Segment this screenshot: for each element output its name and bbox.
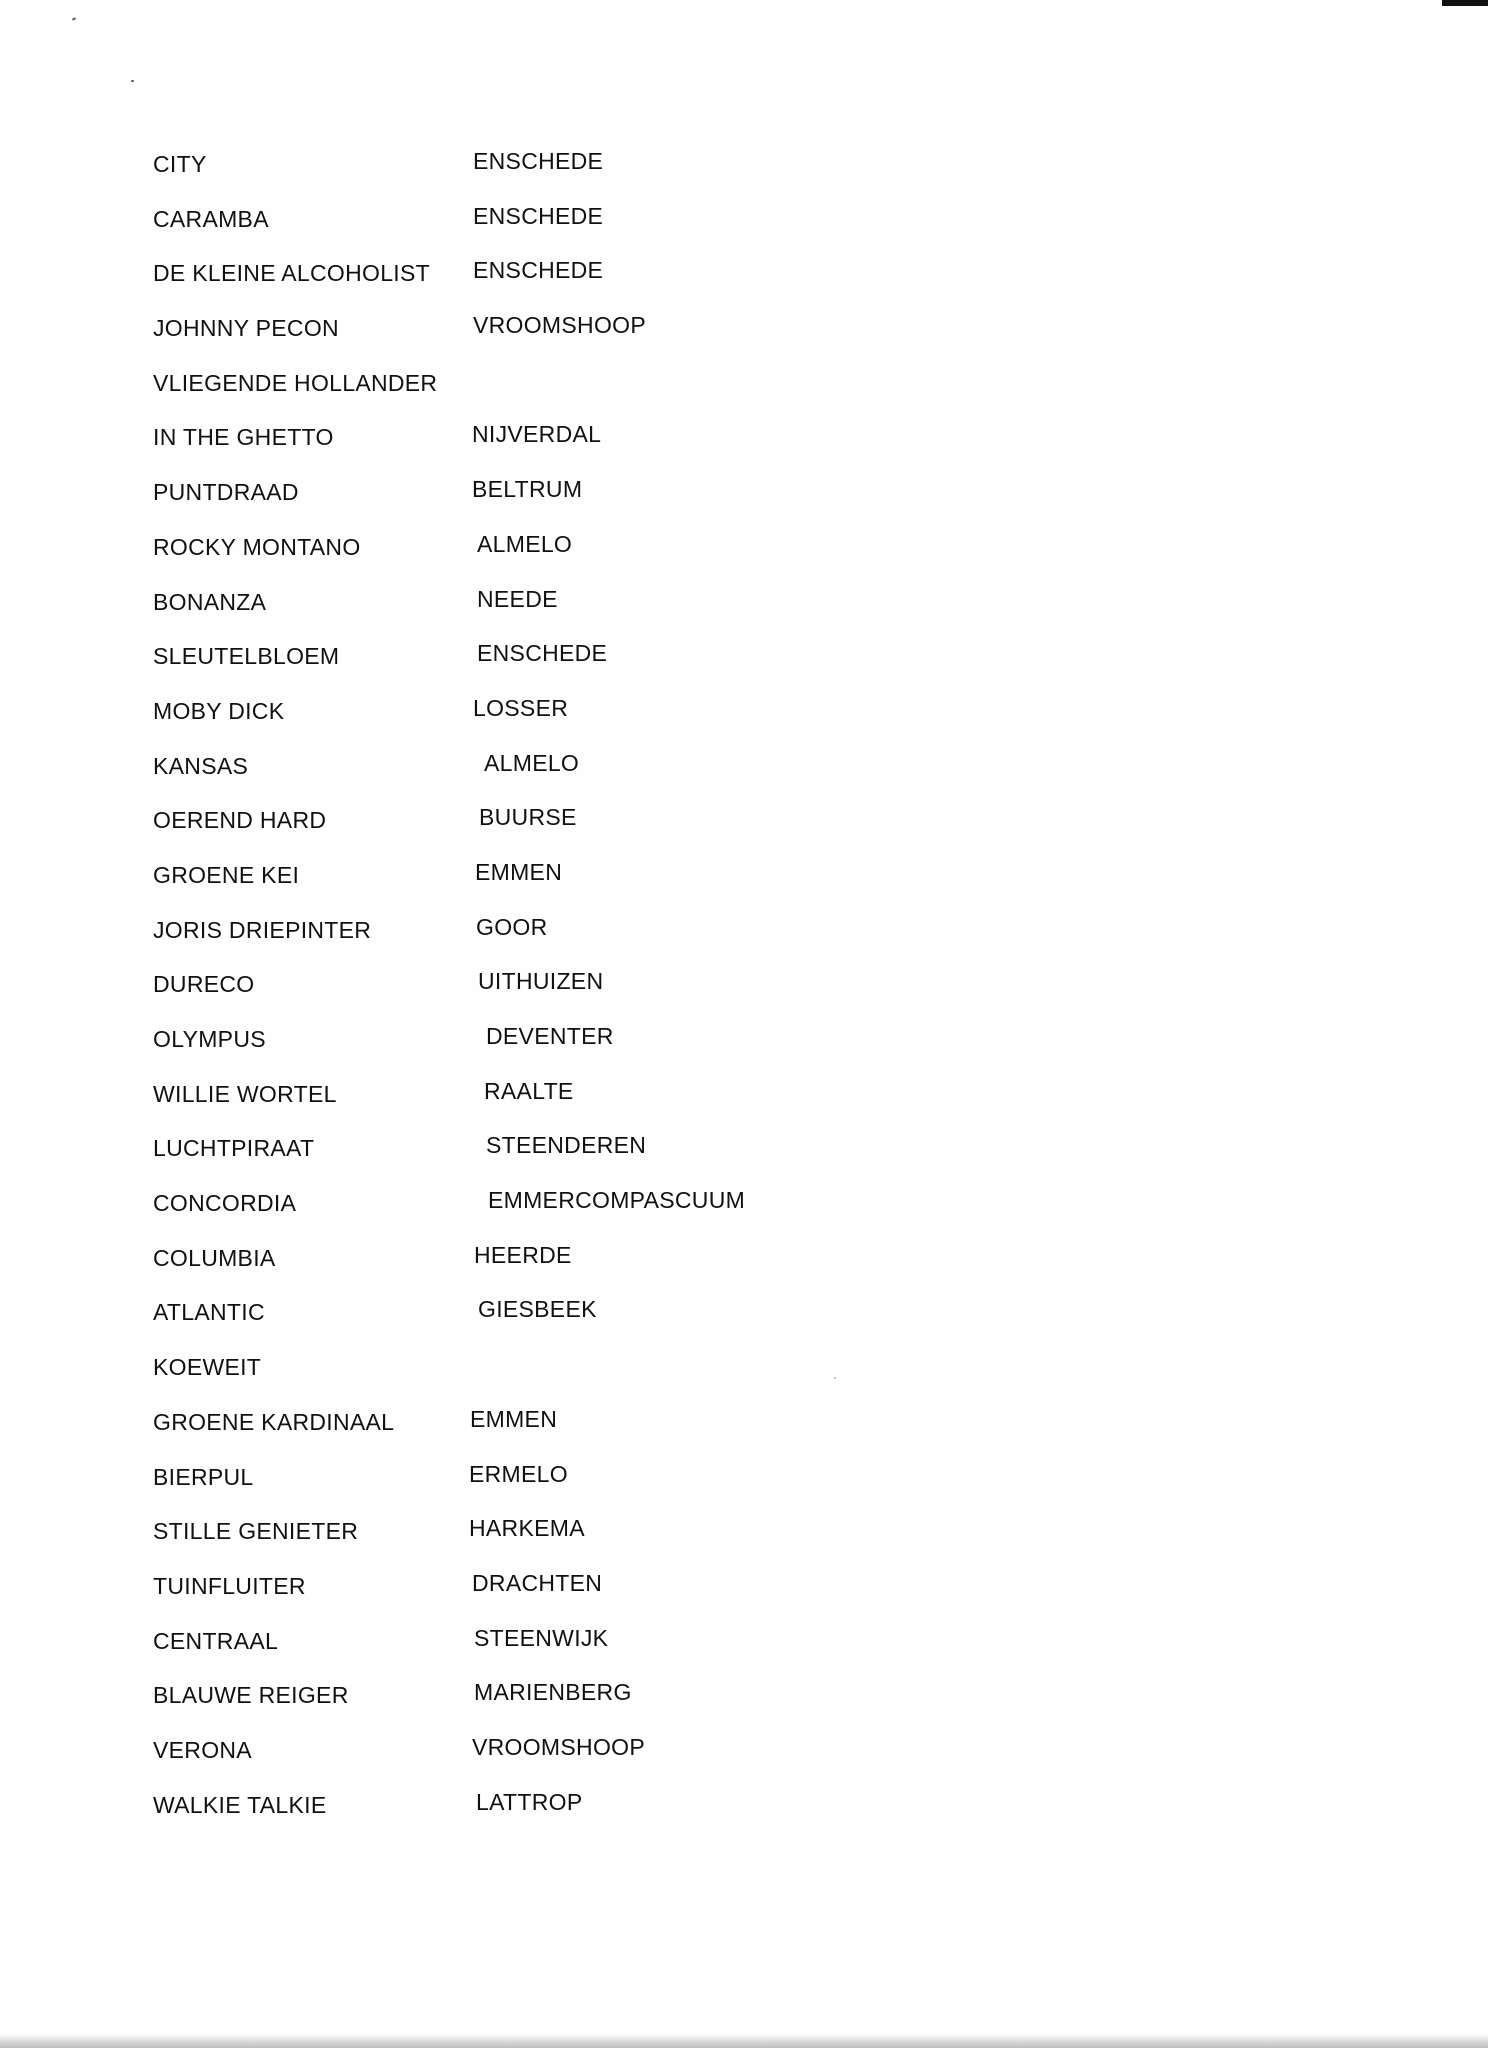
entry-name: CENTRAAL	[153, 1627, 279, 1654]
entry-city: GIESBEEK	[478, 1296, 597, 1323]
list-item	[0, 1460, 1488, 1518]
entry-city: MARIENBERG	[474, 1679, 632, 1706]
list-item	[0, 1241, 1488, 1299]
entry-name: TUINFLUITER	[153, 1572, 306, 1599]
entry-city: ERMELO	[469, 1460, 568, 1487]
entry-name: DURECO	[153, 971, 255, 998]
entry-name: ATLANTIC	[153, 1299, 265, 1326]
list-item	[0, 1788, 1488, 1846]
entry-city: STEENDEREN	[486, 1132, 647, 1159]
entry-name: PUNTDRAAD	[153, 479, 299, 506]
entry-city: ALMELO	[477, 530, 573, 557]
list-item	[0, 806, 1488, 861]
entry-name: BLAUWE REIGER	[153, 1682, 349, 1709]
list-item	[0, 150, 1488, 205]
entry-name: DE KLEINE ALCOHOLIST	[153, 260, 430, 287]
entry-city: EMMEN	[470, 1405, 558, 1432]
entry-city: ENSCHEDE	[473, 257, 604, 284]
list-item	[0, 259, 1488, 314]
entry-city: NEEDE	[477, 585, 558, 612]
entry-name: BONANZA	[153, 588, 267, 615]
list-item	[0, 913, 1488, 971]
entry-name: GROENE KEI	[153, 861, 300, 888]
entry-city: VROOMSHOOP	[473, 312, 646, 339]
entry-city: DEVENTER	[486, 1023, 614, 1049]
entry-city: EMMEN	[475, 858, 563, 885]
scan-bottom-edge	[0, 2034, 1488, 2048]
entry-name: VERONA	[153, 1736, 252, 1763]
entry-city: ENSCHEDE	[477, 640, 608, 667]
entry-name: JORIS DRIEPINTER	[153, 916, 372, 943]
list-item	[0, 694, 1488, 752]
entry-name: JOHNNY PECON	[153, 315, 339, 342]
list-item	[0, 530, 1488, 588]
entry-city: EMMERCOMPASCUUM	[488, 1187, 746, 1214]
entry-city: LATTROP	[476, 1788, 583, 1815]
entry-name: SLEUTELBLOEM	[153, 643, 340, 670]
list-item	[0, 369, 1488, 424]
list-item	[0, 1298, 1488, 1353]
list-item	[0, 1353, 1488, 1408]
list-item	[0, 478, 1488, 533]
name-city-list	[0, 150, 1488, 1845]
list-item	[0, 1189, 1488, 1244]
entry-name: COLUMBIA	[153, 1244, 276, 1271]
list-item	[0, 1405, 1488, 1463]
list-item	[0, 585, 1488, 643]
entry-city: ENSCHEDE	[473, 202, 604, 229]
entry-name: IN THE GHETTO	[153, 424, 334, 451]
scan-speck	[131, 80, 134, 82]
list-item	[0, 1624, 1488, 1682]
entry-city: STEENWIJK	[474, 1624, 609, 1651]
entry-city: ALMELO	[484, 749, 580, 776]
scan-corner-mark	[1442, 0, 1488, 6]
entry-city: ENSCHEDE	[473, 148, 604, 174]
entry-name: KOEWEIT	[153, 1354, 262, 1381]
entry-name: GROENE KARDINAAL	[153, 1408, 395, 1435]
entry-name: STILLE GENIETER	[153, 1518, 359, 1545]
entry-name: CARAMBA	[153, 205, 269, 232]
entry-city: DRACHTEN	[472, 1569, 603, 1596]
list-item	[0, 642, 1488, 697]
entry-name: ROCKY MONTANO	[153, 533, 361, 560]
entry-name: WILLIE WORTEL	[153, 1080, 337, 1107]
entry-city: HEERDE	[474, 1241, 572, 1268]
list-item	[0, 858, 1488, 916]
list-item	[0, 423, 1488, 478]
list-item	[0, 314, 1488, 369]
list-item	[0, 1569, 1488, 1627]
entry-city: HARKEMA	[469, 1515, 585, 1542]
list-item	[0, 1077, 1488, 1135]
entry-city: LOSSER	[473, 694, 569, 721]
entry-name: CITY	[153, 151, 207, 177]
entry-name: CONCORDIA	[153, 1190, 297, 1217]
list-item	[0, 1733, 1488, 1791]
entry-name: LUCHTPIRAAT	[153, 1135, 315, 1162]
list-item	[0, 970, 1488, 1025]
scan-speck	[72, 17, 76, 21]
list-item	[0, 1517, 1488, 1572]
entry-city: UITHUIZEN	[478, 968, 604, 995]
entry-name: OEREND HARD	[153, 807, 327, 834]
entry-city: VROOMSHOOP	[472, 1733, 645, 1760]
entry-name: KANSAS	[153, 752, 249, 779]
list-item	[0, 1025, 1488, 1080]
entry-name: VLIEGENDE HOLLANDER	[153, 369, 438, 396]
entry-name: MOBY DICK	[153, 697, 285, 724]
list-item	[0, 1681, 1488, 1736]
entry-name: OLYMPUS	[153, 1026, 266, 1052]
list-item	[0, 1134, 1488, 1189]
list-item	[0, 202, 1488, 260]
entry-name: WALKIE TALKIE	[153, 1791, 327, 1818]
entry-city: RAALTE	[484, 1077, 574, 1104]
entry-city: BUURSE	[479, 804, 577, 831]
entry-city: BELTRUM	[472, 476, 583, 503]
entry-city: GOOR	[476, 913, 548, 940]
list-item	[0, 749, 1488, 807]
entry-city: NIJVERDAL	[472, 421, 602, 448]
entry-name: BIERPUL	[153, 1463, 254, 1490]
